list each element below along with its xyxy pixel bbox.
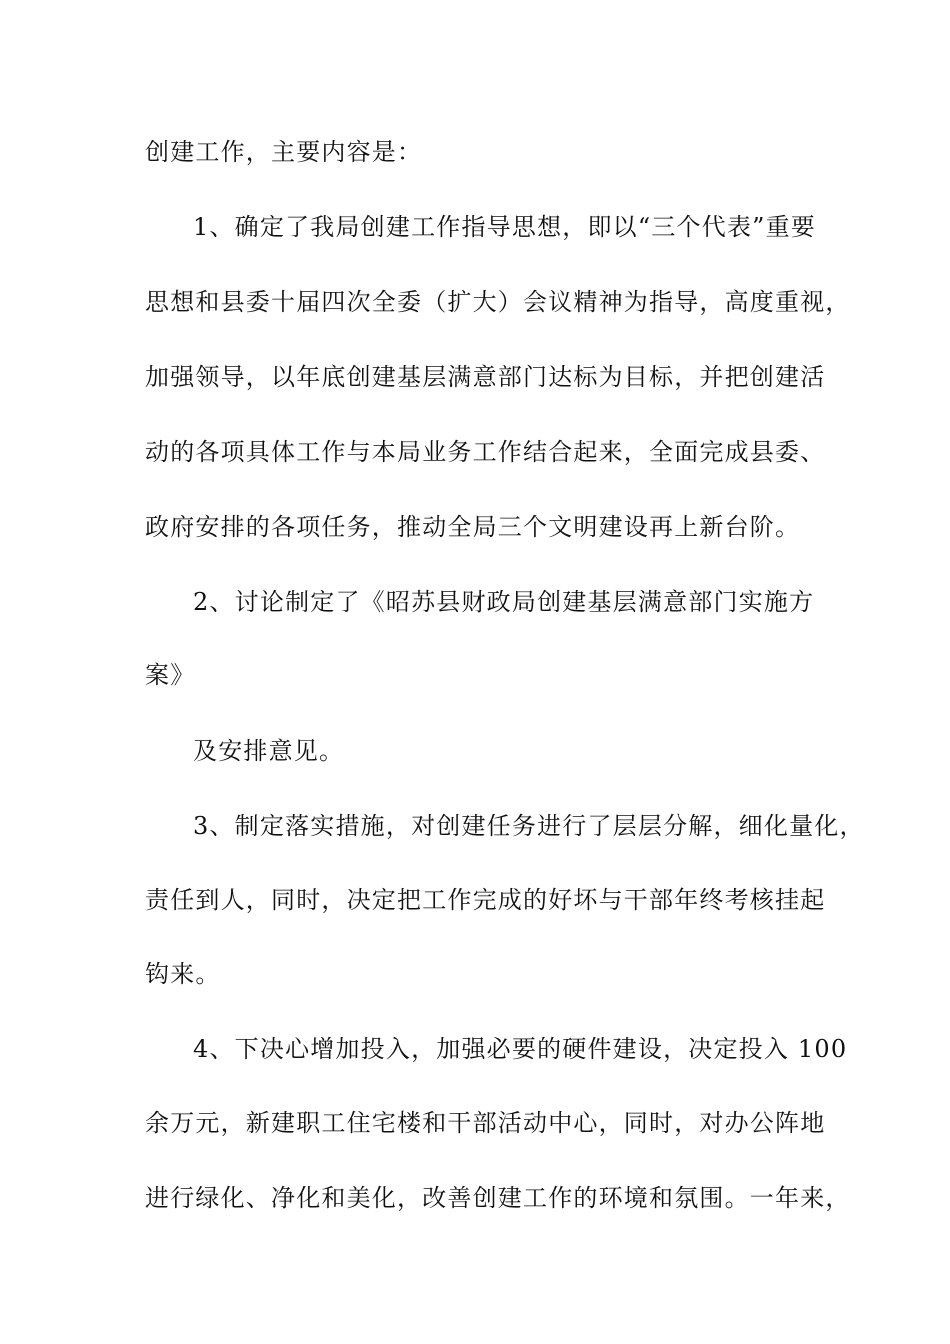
text-line: 2、讨论制定了《昭苏县财政局创建基层满意部门实施方: [193, 588, 815, 616]
text-line: 1、确定了我局创建工作指导思想，即以“三个代表”重要: [193, 213, 817, 241]
text-line: 思想和县委十届四次全委（扩大）会议精神为指导，高度重视，: [145, 288, 851, 316]
text-line: 钩来。: [145, 960, 221, 988]
text-line: 进行绿化、净化和美化，改善创建工作的环境和氛围。一年来，: [145, 1184, 851, 1212]
text-line: 案》: [145, 661, 196, 689]
text-line: 政府安排的各项任务，推动全局三个文明建设再上新台阶。: [145, 513, 801, 541]
text-line: 4、下决心增加投入，加强必要的硬件建设，决定投入 100: [193, 1035, 848, 1063]
text-line: 余万元，新建职工住宅楼和干部活动中心，同时，对办公阵地: [145, 1109, 826, 1137]
text-line: 责任到人，同时，决定把工作完成的好坏与干部年终考核挂起: [145, 886, 826, 914]
text-line: 3、制定落实措施，对创建任务进行了层层分解，细化量化，: [193, 812, 865, 840]
text-line: 加强领导，以年底创建基层满意部门达标为目标，并把创建活: [145, 363, 826, 391]
text-line: 及安排意见。: [193, 737, 345, 765]
text-line: 动的各项具体工作与本局业务工作结合起来，全面完成县委、: [145, 438, 826, 466]
text-line: 创建工作，主要内容是：: [145, 138, 423, 166]
